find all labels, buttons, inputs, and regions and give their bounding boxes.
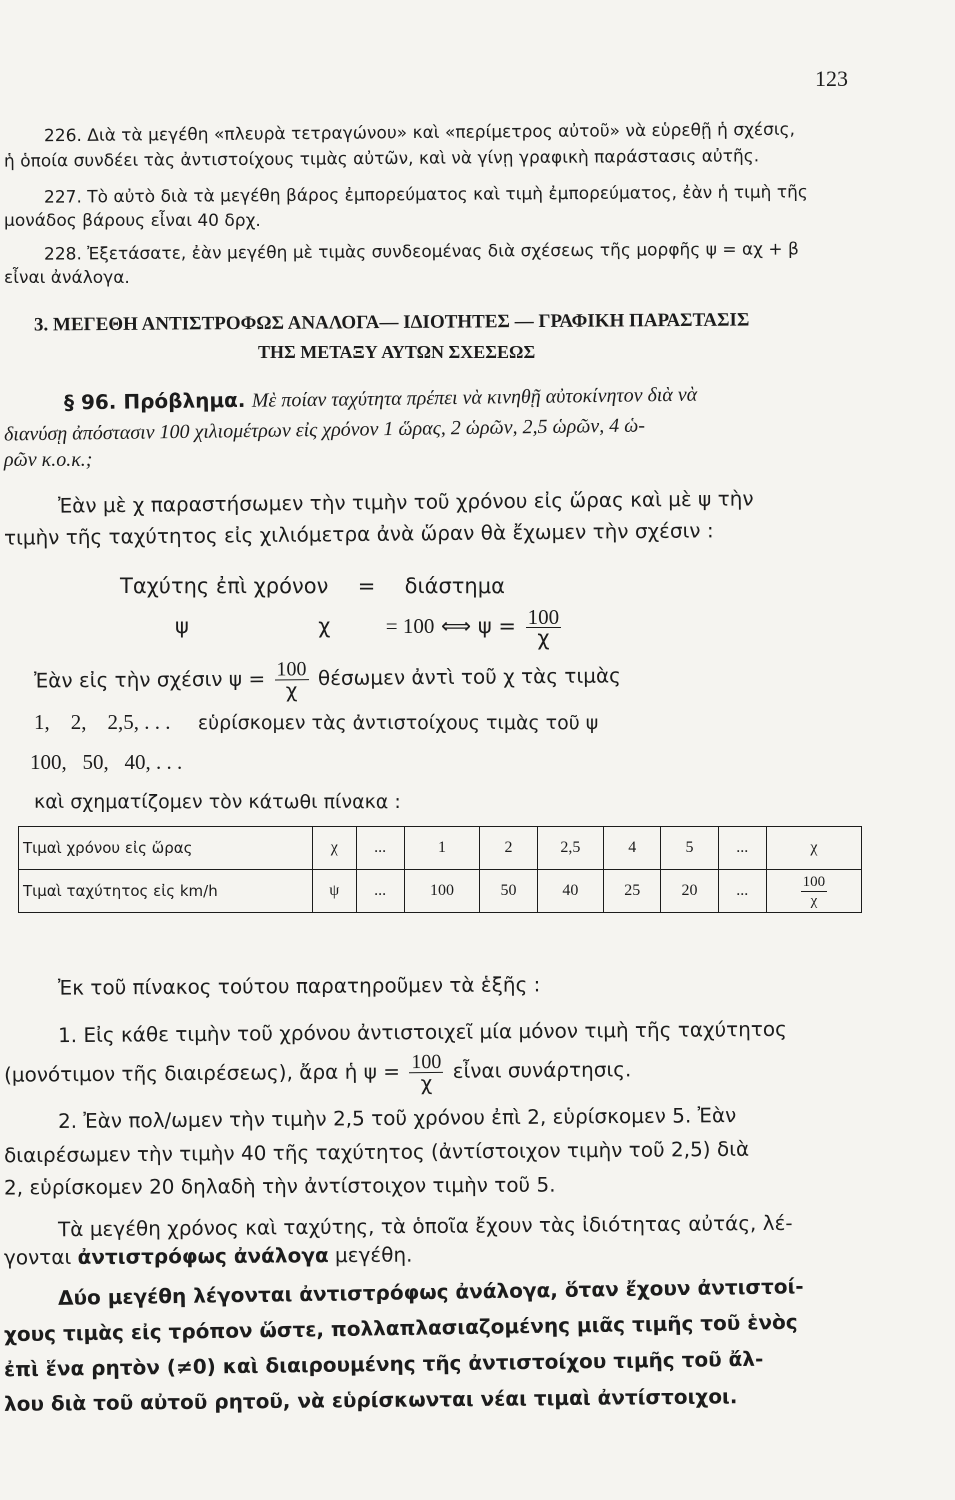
formula-arrow: ⟺ [441,614,472,638]
conclusion-post: μεγέθη. [334,1242,413,1268]
problem-line-1 [64,382,698,416]
row-label-time: Τιμαὶ χρόνου εἰς ὥρας [19,827,313,870]
formula-psi: ψ [175,614,189,638]
formula-left: Ταχύτης ἐπὶ χρόνον [120,574,329,598]
substitution-fraction [274,658,308,703]
formula-right: διάστημα [404,574,505,598]
values-table [18,826,862,913]
point-2-line-1: 2. Ἐὰν πολ/ωμεν τὴν τιμὴν 2,5 τοῦ χρόνου ἐπὶ 2, εὑρίσκομεν 5. Ἐὰν [57,1103,737,1133]
problem-text-1: Μὲ ποίαν ταχύτητα πρέπει νὰ κινηθῇ αὐτοκίνητον διὰ νὰ [251,383,698,412]
table-cell: 2,5 [537,827,603,870]
formula-equals: = [357,574,376,598]
exercise-228-line-2: εἶναι ἀνάλογα. [4,268,130,288]
values-x-line [34,710,598,735]
problem-heading: § 96. Πρόβλημα. [63,387,246,415]
point-1-post: εἶναι συνάρτησις. [452,1057,632,1083]
exercise-228-line-1: 228. Ἐξετάσατε, ἐὰν μεγέθη μὲ τιμὰς συνδεομένας διὰ σχέσεως τῆς μορφῆς ψ = αχ + β [43,239,799,265]
formula-denominator: χ [537,625,550,650]
point-1-numerator: 100 [411,1050,442,1074]
table-row-time [19,827,862,870]
table-cell: 4 [604,827,661,870]
point-2-line-2: διαιρέσωμεν τὴν τιμὴν 40 τῆς ταχύτητος (ἀντίστοιχον τιμὴν τοῦ 2,5) διὰ [3,1136,750,1168]
formula-line-1 [120,574,505,598]
conclusion-bold-term: ἀντιστρόφως ἀνάλογα [77,1243,329,1269]
table-cell: 1 [404,827,480,870]
formula-chi: χ [318,614,331,638]
conclusion-line-2 [4,1243,413,1270]
row-label-speed: Τιμαὶ ταχύτητος εἰς km/h [19,870,313,913]
point-1-pre: (μονότιμον τῆς διαιρέσεως), ἄρα ἡ ψ = [3,1059,401,1087]
values-x: 1, 2, 2,5, . . . [34,710,171,734]
table-cell: 20 [661,870,718,913]
formula-fraction [526,604,562,650]
table-row-speed [19,870,862,913]
body-line-1: Ἐὰν μὲ χ παραστήσωμεν τὴν τιμὴν τοῦ χρόνου εἰς ὥρας καὶ μὲ ψ τὴν [57,486,754,518]
body-line-2: τιμὴν τῆς ταχύτητος εἰς χιλιόμετρα ἀνὰ ὥραν θὰ ἔχωμεν τὴν σχέσιν : [3,518,714,550]
point-1-line-1: 1. Εἰς κάθε τιμὴν τοῦ χρόνου ἀντιστοιχεῖ μία μόνον τιμὴ τῆς ταχύτητος [57,1016,787,1048]
point-1-denominator: χ [420,1071,433,1096]
table-fraction [801,873,828,910]
table-cell: 40 [537,870,603,913]
table-cell: ψ [313,870,357,913]
table-fraction-numerator: 100 [802,873,826,890]
section-heading-line-1: 3. ΜΕΓΕΘΗ ΑΝΤΙΣΤΡΟΦΩΣ ΑΝΑΛΟΓΑ— ΙΔΙΟΤΗΤΕΣ — ΓΡΑΦΙΚΗ ΠΑΡΑΣΤΑΣΙΣ [33,309,750,336]
table-intro: καὶ σχηματίζομεν τὸν κάτωθι πίνακα : [34,791,401,813]
substitution-pre: Ἐὰν εἰς τὴν σχέσιν ψ = [33,666,266,693]
conclusion-pre: γονται [3,1244,72,1270]
page-number: 123 [815,66,848,91]
point-2-line-3: 2, εὑρίσκομεν 20 δηλαδὴ τὴν ἀντίστοιχον τιμὴν τοῦ 5. [3,1172,556,1200]
exercise-227-line-2: μονάδος βάρους εἶναι 40 δρχ. [4,211,261,231]
formula-numerator: 100 [527,604,560,629]
definition-line-3: ἐπὶ ἕνα ρητὸν (≠0) καὶ διαιρουμένης τῆς ἀντιστοίχου τιμῆς τοῦ ἄλ- [3,1346,764,1382]
table-cell: 25 [604,870,661,913]
definition-line-1: Δύο μεγέθη λέγονται ἀντιστρόφως ἀνάλογα, ὅταν ἔχουν ἀντιστοί- [57,1274,804,1310]
observation-intro: Ἐκ τοῦ πίνακος τούτου παρατηροῦμεν τὰ ἑξῆς : [57,972,541,1000]
definition-line-2: χους τιμὰς εἰς τρόπον ὥστε, πολλαπλασιαζομένης μιᾶς τιμῆς τοῦ ἑνὸς [3,1309,798,1347]
exercise-226-line-2: ἡ ὁποία συνδέει τὰς ἀντιστοίχους τιμὰς αὐτῶν, καὶ νὰ γίνῃ γραφικὴ παράστασις αὐτῆς. [3,146,760,172]
substitution-denominator: χ [285,678,298,703]
values-y: 100, 50, 40, . . . [30,750,183,774]
formula-psi-eq: ψ = [477,614,516,638]
point-1-fraction [409,1050,443,1096]
point-1-line-2 [4,1047,632,1096]
table-fraction-denominator: χ [810,892,818,909]
formula-line-2 [175,604,564,648]
definition-line-4: λου διὰ τοῦ αὐτοῦ ρητοῦ, νὰ εὑρίσκωνται νέαι τιμαὶ ἀντίστοιχοι. [3,1384,738,1416]
problem-line-3: ρῶν κ.ο.κ.; [4,449,93,471]
table-cell: ... [718,827,766,870]
table-cell: ... [356,870,404,913]
table-cell: 5 [661,827,718,870]
table-cell: 50 [480,870,537,913]
values-x-text: εὑρίσκομεν τὰς ἀντιστοίχους τιμὰς τοῦ ψ [197,712,599,734]
problem-line-2: διανύσῃ ἀπόστασιν 100 χιλιομέτρων εἰς χρόνον 1 ὥρας, 2 ὡρῶν, 2,5 ὡρῶν, 4 ὡ- [3,414,646,446]
table-cell: 100 [404,870,480,913]
substitution-line [34,653,621,702]
formula-equals-100: = 100 [385,614,435,638]
exercise-226-line-1: 226. Διὰ τὰ μεγέθη «πλευρὰ τετραγώνου» καὶ «περίμετρος αὐτοῦ» νὰ εὑρεθῇ ἡ σχέσις, [43,119,796,147]
table-cell: χ [766,827,861,870]
table-cell: ... [356,827,404,870]
section-heading-line-2: ΤΗΣ ΜΕΤΑΞΥ ΑΥΤΩΝ ΣΧΕΣΕΩΣ [258,342,536,362]
substitution-post: θέσωμεν ἀντὶ τοῦ χ τὰς τιμὰς [317,663,621,691]
exercise-227-line-1: 227. Τὸ αὐτὸ διὰ τὰ μεγέθη βάρος ἐμπορεύματος καὶ τιμὴ ἐμπορεύματος, ἐὰν ἡ τιμὴ τῆς [43,182,808,208]
conclusion-line-1: Τὰ μεγέθη χρόνος καὶ ταχύτης, τὰ ὁποῖα ἔχουν τὰς ἰδιότητας αὐτάς, λέ- [57,1210,793,1242]
table-cell: 2 [480,827,537,870]
substitution-numerator: 100 [276,658,307,681]
table-cell: χ [313,827,357,870]
table-cell: ... [718,870,766,913]
table-cell-fraction [766,870,861,913]
